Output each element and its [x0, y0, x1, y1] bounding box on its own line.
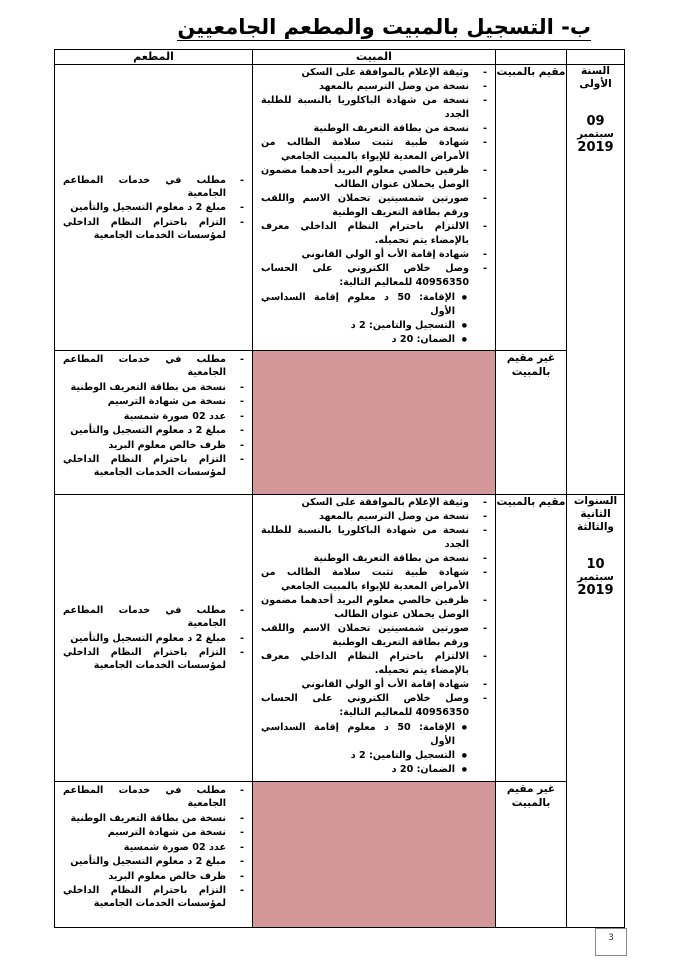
requirement-item: - نسخة من بطاقة التعريف الوطنية: [261, 552, 489, 566]
requirement-item: - نسخة من شهادة الترسيم: [63, 826, 246, 839]
requirement-item: - نسخة من بطاقة التعريف الوطنية: [261, 122, 489, 136]
restaurant-requirements-resident: [55, 495, 253, 782]
requirement-item: - التزام باحترام النظام الداخلي لمؤسسات الخدمات الجامعية: [63, 884, 246, 910]
header-year: [567, 50, 625, 65]
requirement-item: - مبلغ 2 د معلوم التسجيل والتأمين: [63, 855, 246, 868]
requirement-item: - شهادة طبية تثبت سلامة الطالب من الأمراض المعدية للإيواء بالمبيت الجامعي: [261, 136, 489, 164]
requirement-item: - وصل خلاص الكتروني على الحساب 40956350 للمعاليم التالية:: [261, 692, 489, 720]
date-year: 2019: [577, 583, 614, 598]
requirement-item: - مطلب في خدمات المطاعم الجامعية: [63, 353, 246, 379]
empty-residence-cell: [253, 351, 496, 495]
restaurant-requirements-resident: [55, 65, 253, 351]
registration-date: [567, 115, 624, 154]
section-heading: ب- التسجيل بالمبيت والمطعم الجامعيين: [177, 15, 591, 39]
requirement-item: - شهادة إقامة الأب أو الولي القانوني: [261, 678, 489, 692]
fee-list: [253, 290, 495, 347]
requirement-list: [253, 495, 495, 720]
requirement-list: [55, 351, 252, 479]
fee-item: ● الضمان: 20 د: [261, 763, 489, 777]
requirement-item: - وصل خلاص الكتروني على الحساب 40956350 للمعاليم التالية:: [261, 262, 489, 290]
nonresident-row: [55, 351, 625, 495]
requirement-item: - شهادة طبية تثبت سلامة الطالب من الأمراض المعدية للإيواء بالمبيت الجامعي: [261, 566, 489, 594]
header-status: [496, 50, 567, 65]
requirement-item: - التزام باحترام النظام الداخلي لمؤسسات الخدمات الجامعية: [63, 646, 246, 672]
requirement-item: - نسخة من بطاقة التعريف الوطنية: [63, 381, 246, 394]
table-header-row: [55, 50, 625, 65]
date-month: سبتمبر: [577, 571, 614, 583]
date-day: 10: [586, 557, 605, 572]
residence-requirements: [253, 65, 496, 351]
requirement-list: [55, 602, 252, 672]
fee-item: ● التسجيل والتامين: 2 د: [261, 319, 489, 333]
year-label: السنوات الثانية والثالثة: [573, 495, 618, 533]
requirement-item: - ظرفين خالصي معلوم البريد أحدهما مضمون الوصل يحملان عنوان الطالب: [261, 594, 489, 622]
residence-requirements: [253, 495, 496, 782]
status-nonresident: [496, 782, 567, 928]
fee-item: ● الضمان: 20 د: [261, 333, 489, 347]
status-label: مقيم بالمبيت: [496, 66, 566, 78]
requirement-item: - مطلب في خدمات المطاعم الجامعية: [63, 174, 246, 200]
year-cell: [567, 495, 625, 928]
status-label: غير مقيم بالمبيت: [506, 783, 556, 809]
requirement-list: [253, 65, 495, 290]
page-number: 3: [595, 928, 627, 956]
requirement-item: - عدد 02 صورة شمسية: [63, 410, 246, 423]
requirement-item: - مبلغ 2 د معلوم التسجيل والتأمين: [63, 201, 246, 214]
requirement-item: - الالتزام باحترام النظام الداخلي معرف بالإمضاء يتم تحميله.: [261, 220, 489, 248]
status-label: غير مقيم بالمبيت: [506, 352, 556, 378]
requirement-item: - نسخة من شهادة الباكلوريا بالنسبة للطلبة الجدد: [261, 94, 489, 122]
restaurant-requirements-nonresident: [55, 782, 253, 928]
requirement-item: - عدد 02 صورة شمسية: [63, 841, 246, 854]
resident-row: [55, 65, 625, 351]
requirement-item: - مطلب في خدمات المطاعم الجامعية: [63, 784, 246, 810]
requirement-item: - التزام باحترام النظام الداخلي لمؤسسات الخدمات الجامعية: [63, 216, 246, 242]
requirement-item: - نسخة من شهادة الباكلوريا بالنسبة للطلبة الجدد: [261, 524, 489, 552]
requirement-item: - ظرف خالص معلوم البريد: [63, 439, 246, 452]
status-nonresident: [496, 351, 567, 495]
year-label: السنة الأولى: [579, 65, 612, 90]
requirement-item: - مبلغ 2 د معلوم التسجيل والتأمين: [63, 632, 246, 645]
requirement-item: - صورتين شمسيتين تحملان الاسم واللقب ورقم بطاقة التعريف الوطنية: [261, 622, 489, 650]
requirement-list: [55, 782, 252, 910]
requirement-item: - نسخة من شهادة الترسيم: [63, 395, 246, 408]
status-label: مقيم بالمبيت: [496, 496, 566, 508]
requirement-item: - ظرفين خالصي معلوم البريد أحدهما مضمون الوصل يحملان عنوان الطالب: [261, 164, 489, 192]
year-cell: [567, 65, 625, 495]
registration-date: [567, 558, 624, 597]
header-residence: المبيت: [253, 50, 496, 65]
nonresident-row: [55, 782, 625, 928]
restaurant-requirements-nonresident: [55, 351, 253, 495]
fee-list: [253, 720, 495, 777]
status-resident: [496, 65, 567, 351]
requirement-item: - صورتين شمسيتين تحملان الاسم واللقب ورقم بطاقة التعريف الوطنية: [261, 192, 489, 220]
requirement-item: - شهادة إقامة الأب أو الولي القانوني: [261, 248, 489, 262]
requirement-item: - التزام باحترام النظام الداخلي لمؤسسات الخدمات الجامعية: [63, 453, 246, 479]
date-year: 2019: [577, 140, 614, 155]
fee-item: ● الإقامة: 50 د معلوم إقامة السداسي الأول: [261, 721, 489, 749]
requirement-item: - الالتزام باحترام النظام الداخلي معرف بالإمضاء يتم تحميله.: [261, 650, 489, 678]
requirement-item: - نسخة من وصل الترسيم بالمعهد: [261, 80, 489, 94]
requirement-list: [55, 172, 252, 242]
date-day: 09: [586, 114, 605, 129]
requirement-item: - وثيقة الإعلام بالموافقة على السكن: [261, 496, 489, 510]
fee-item: ● التسجيل والتامين: 2 د: [261, 749, 489, 763]
requirement-item: - ظرف خالص معلوم البريد: [63, 870, 246, 883]
registration-table: [54, 49, 625, 928]
requirement-item: - وثيقة الإعلام بالموافقة على السكن: [261, 66, 489, 80]
requirement-item: - مبلغ 2 د معلوم التسجيل والتأمين: [63, 424, 246, 437]
requirement-item: - مطلب في خدمات المطاعم الجامعية: [63, 604, 246, 630]
resident-row: [55, 495, 625, 782]
fee-item: ● الإقامة: 50 د معلوم إقامة السداسي الأول: [261, 291, 489, 319]
requirement-item: - نسخة من بطاقة التعريف الوطنية: [63, 812, 246, 825]
requirement-item: - نسخة من وصل الترسيم بالمعهد: [261, 510, 489, 524]
date-month: سبتمبر: [577, 128, 614, 140]
status-resident: [496, 495, 567, 782]
header-restaurant: المطعم: [55, 50, 253, 65]
empty-residence-cell: [253, 782, 496, 928]
